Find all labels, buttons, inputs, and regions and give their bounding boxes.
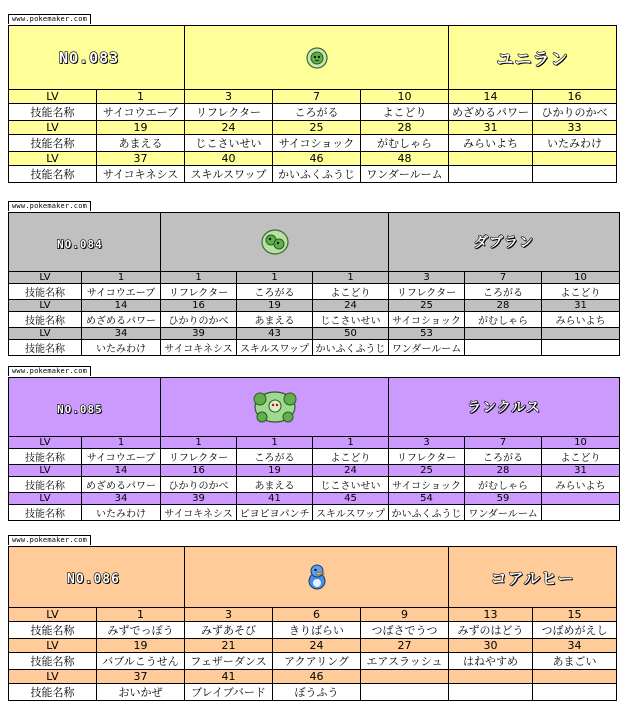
move-name: めざめるパワー: [82, 312, 161, 328]
lv-value: 3: [185, 90, 273, 104]
move-name: サイコショック: [273, 135, 361, 152]
move-name: サイコショック: [389, 312, 465, 328]
move-name: みらいよち: [542, 477, 620, 493]
move-name: じこさいせい: [313, 477, 389, 493]
solosis-sprite-icon: [306, 47, 328, 69]
move-name: みらいよち: [449, 135, 533, 152]
lv-value: 3: [389, 272, 465, 284]
sprite-cell: [185, 547, 449, 608]
lv-value: 13: [449, 608, 533, 622]
move-name: あまえる: [237, 312, 313, 328]
move-name: めざめるパワー: [449, 104, 533, 121]
move-name: リフレクター: [161, 449, 237, 465]
pokemon-name-cell: [389, 378, 620, 437]
lv-label: LV: [9, 493, 82, 505]
move-name: がむしゃら: [465, 477, 542, 493]
lv-value: [542, 328, 620, 340]
pokedex-number-cell: [9, 26, 185, 90]
move-name: [533, 684, 617, 701]
lv-value: 7: [273, 90, 361, 104]
move-name: かいふくふうじ: [313, 340, 389, 356]
watermark: www.pokemaker.com: [8, 14, 91, 24]
move-label: 技能名称: [9, 449, 82, 465]
lv-value: 3: [185, 608, 273, 622]
move-name: ワンダールーム: [389, 340, 465, 356]
sprite-cell: [161, 378, 389, 437]
lv-value: 25: [389, 300, 465, 312]
lv-value: [361, 670, 449, 684]
sprite-cell: [161, 213, 389, 272]
pokemon-name-cell: [449, 26, 617, 90]
lv-value: 10: [361, 90, 449, 104]
move-name: ひかりのかべ: [533, 104, 617, 121]
lv-value: 19: [97, 121, 185, 135]
move-name: かいふくふうじ: [273, 166, 361, 183]
move-name: ひかりのかべ: [161, 312, 237, 328]
watermark: www.pokemaker.com: [8, 366, 91, 376]
lv-label: LV: [9, 465, 82, 477]
pokemon-name: ユニラン: [496, 50, 569, 70]
pokedex-number: NO.086: [67, 571, 120, 587]
move-name: サイコウエーブ: [97, 104, 185, 121]
lv-value: 19: [237, 465, 313, 477]
lv-value: 16: [533, 90, 617, 104]
move-name: かいふくふうじ: [389, 505, 465, 521]
lv-label: LV: [9, 608, 97, 622]
move-name: ころがる: [273, 104, 361, 121]
lv-value: 39: [161, 328, 237, 340]
pokemon-name-cell: [389, 213, 620, 272]
lv-label: LV: [9, 272, 82, 284]
lv-value: [542, 493, 620, 505]
lv-value: 37: [97, 670, 185, 684]
move-name: サイコショック: [389, 477, 465, 493]
lv-value: 10: [542, 272, 620, 284]
lv-value: 21: [185, 639, 273, 653]
moves-table: [8, 25, 617, 183]
move-label: 技能名称: [9, 312, 82, 328]
move-name: はねやすめ: [449, 653, 533, 670]
move-name: めざめるパワー: [82, 477, 161, 493]
lv-value: 34: [82, 493, 161, 505]
lv-value: 34: [533, 639, 617, 653]
lv-value: 1: [313, 437, 389, 449]
moves-table: [8, 546, 617, 701]
lv-value: [533, 152, 617, 166]
lv-value: [533, 670, 617, 684]
lv-value: 1: [82, 272, 161, 284]
move-name: あまえる: [97, 135, 185, 152]
lv-value: 1: [82, 437, 161, 449]
move-name: みずでっぽう: [97, 622, 185, 639]
lv-value: 45: [313, 493, 389, 505]
lv-value: 43: [237, 328, 313, 340]
pokemon-name: コアルヒー: [490, 568, 575, 588]
move-label: 技能名称: [9, 684, 97, 701]
lv-value: 16: [161, 300, 237, 312]
ducklett-sprite-icon: [305, 562, 329, 592]
move-label: 技能名称: [9, 622, 97, 639]
move-name: じこさいせい: [313, 312, 389, 328]
pokedex-number-cell: [9, 547, 185, 608]
move-name: ころがる: [465, 449, 542, 465]
pokedex-number-cell: [9, 378, 161, 437]
lv-value: 34: [82, 328, 161, 340]
move-name: リフレクター: [389, 449, 465, 465]
move-label: 技能名称: [9, 166, 97, 183]
lv-value: 1: [97, 608, 185, 622]
move-name: がむしゃら: [465, 312, 542, 328]
move-name: みずあそび: [185, 622, 273, 639]
move-name: サイコキネシス: [161, 505, 237, 521]
move-name: よこどり: [313, 284, 389, 300]
lv-value: 1: [97, 90, 185, 104]
move-name: サイコキネシス: [161, 340, 237, 356]
move-name: いたみわけ: [533, 135, 617, 152]
lv-value: 41: [185, 670, 273, 684]
lv-value: 25: [273, 121, 361, 135]
lv-value: 14: [449, 90, 533, 104]
pokemon-card-083: [8, 6, 617, 183]
lv-label: LV: [9, 328, 82, 340]
lv-value: 39: [161, 493, 237, 505]
pokedex-number: NO.085: [57, 402, 103, 416]
lv-value: 1: [161, 272, 237, 284]
lv-value: 46: [273, 670, 361, 684]
move-name: リフレクター: [389, 284, 465, 300]
move-name: ワンダールーム: [361, 166, 449, 183]
lv-value: 40: [185, 152, 273, 166]
move-name: サイコキネシス: [97, 166, 185, 183]
move-name: じこさいせい: [185, 135, 273, 152]
move-name: スキルスワップ: [237, 340, 313, 356]
lv-value: 6: [273, 608, 361, 622]
move-label: 技能名称: [9, 340, 82, 356]
move-name: おいかぜ: [97, 684, 185, 701]
lv-label: LV: [9, 437, 82, 449]
lv-label: LV: [9, 121, 97, 135]
pokedex-number: NO.084: [57, 237, 103, 251]
move-name: きりばらい: [273, 622, 361, 639]
lv-label: LV: [9, 300, 82, 312]
lv-value: 28: [465, 300, 542, 312]
move-label: 技能名称: [9, 477, 82, 493]
lv-value: 10: [542, 437, 620, 449]
move-name: あまえる: [237, 477, 313, 493]
lv-value: 7: [465, 272, 542, 284]
pokemon-name: ランクルス: [467, 400, 541, 416]
lv-value: 28: [465, 465, 542, 477]
lv-label: LV: [9, 90, 97, 104]
move-name: ころがる: [237, 284, 313, 300]
move-name: ぼうふう: [273, 684, 361, 701]
lv-value: 19: [97, 639, 185, 653]
lv-value: 19: [237, 300, 313, 312]
move-name: つばさでうつ: [361, 622, 449, 639]
lv-label: LV: [9, 670, 97, 684]
move-label: 技能名称: [9, 284, 82, 300]
move-name: みらいよち: [542, 312, 620, 328]
move-label: 技能名称: [9, 135, 97, 152]
pokemon-name: ダブラン: [474, 235, 535, 251]
move-name: リフレクター: [185, 104, 273, 121]
lv-value: 14: [82, 300, 161, 312]
duosion-sprite-icon: [260, 227, 290, 257]
move-name: ころがる: [237, 449, 313, 465]
lv-value: 30: [449, 639, 533, 653]
lv-value: 15: [533, 608, 617, 622]
lv-value: 31: [542, 465, 620, 477]
move-name: よこどり: [542, 449, 620, 465]
pokemon-card-086: [8, 527, 617, 701]
lv-value: 9: [361, 608, 449, 622]
move-name: アクアリング: [273, 653, 361, 670]
lv-value: 24: [313, 465, 389, 477]
lv-value: 1: [237, 272, 313, 284]
lv-value: 31: [449, 121, 533, 135]
lv-value: 53: [389, 328, 465, 340]
lv-value: 33: [533, 121, 617, 135]
move-name: [542, 340, 620, 356]
move-name: ピヨピヨパンチ: [237, 505, 313, 521]
move-name: [361, 684, 449, 701]
lv-label: LV: [9, 152, 97, 166]
move-label: 技能名称: [9, 104, 97, 121]
move-name: エアスラッシュ: [361, 653, 449, 670]
move-name: よこどり: [542, 284, 620, 300]
move-name: [542, 505, 620, 521]
lv-value: 41: [237, 493, 313, 505]
lv-value: 27: [361, 639, 449, 653]
watermark: www.pokemaker.com: [8, 535, 91, 545]
move-name: ころがる: [465, 284, 542, 300]
move-name: サイコウエーブ: [82, 284, 161, 300]
move-name: フェザーダンス: [185, 653, 273, 670]
move-name: [449, 166, 533, 183]
pokemon-card-085: [8, 358, 620, 521]
move-name: スキルスワップ: [185, 166, 273, 183]
move-name: ブレイブバード: [185, 684, 273, 701]
move-name: がむしゃら: [361, 135, 449, 152]
move-label: 技能名称: [9, 653, 97, 670]
lv-value: 48: [361, 152, 449, 166]
lv-value: 1: [237, 437, 313, 449]
lv-value: 37: [97, 152, 185, 166]
lv-value: 7: [465, 437, 542, 449]
lv-value: 28: [361, 121, 449, 135]
reuniclus-sprite-icon: [252, 389, 298, 425]
pokedex-number: NO.083: [59, 49, 120, 67]
move-name: みずのはどう: [449, 622, 533, 639]
pokedex-number-cell: [9, 213, 161, 272]
move-name: いたみわけ: [82, 340, 161, 356]
lv-value: 54: [389, 493, 465, 505]
move-name: よこどり: [313, 449, 389, 465]
move-name: いたみわけ: [82, 505, 161, 521]
lv-label: LV: [9, 639, 97, 653]
pokemon-card-084: [8, 193, 620, 356]
move-name: ワンダールーム: [465, 505, 542, 521]
move-name: ひかりのかべ: [161, 477, 237, 493]
move-name: よこどり: [361, 104, 449, 121]
move-name: [449, 684, 533, 701]
lv-value: 1: [161, 437, 237, 449]
lv-value: [449, 670, 533, 684]
moves-table: [8, 377, 620, 521]
lv-value: 24: [273, 639, 361, 653]
move-name: サイコウエーブ: [82, 449, 161, 465]
lv-value: 16: [161, 465, 237, 477]
move-name: スキルスワップ: [313, 505, 389, 521]
lv-value: 31: [542, 300, 620, 312]
lv-value: 24: [185, 121, 273, 135]
lv-value: [449, 152, 533, 166]
move-name: [533, 166, 617, 183]
lv-value: 1: [313, 272, 389, 284]
move-label: 技能名称: [9, 505, 82, 521]
move-name: あまごい: [533, 653, 617, 670]
moves-table: [8, 212, 620, 356]
lv-value: 3: [389, 437, 465, 449]
lv-value: [465, 328, 542, 340]
lv-value: 59: [465, 493, 542, 505]
lv-value: 46: [273, 152, 361, 166]
lv-value: 25: [389, 465, 465, 477]
move-name: [465, 340, 542, 356]
move-name: リフレクター: [161, 284, 237, 300]
lv-value: 14: [82, 465, 161, 477]
lv-value: 24: [313, 300, 389, 312]
pokemon-name-cell: [449, 547, 617, 608]
sprite-cell: [185, 26, 449, 90]
move-name: バブルこうせん: [97, 653, 185, 670]
move-name: つばめがえし: [533, 622, 617, 639]
lv-value: 50: [313, 328, 389, 340]
watermark: www.pokemaker.com: [8, 201, 91, 211]
